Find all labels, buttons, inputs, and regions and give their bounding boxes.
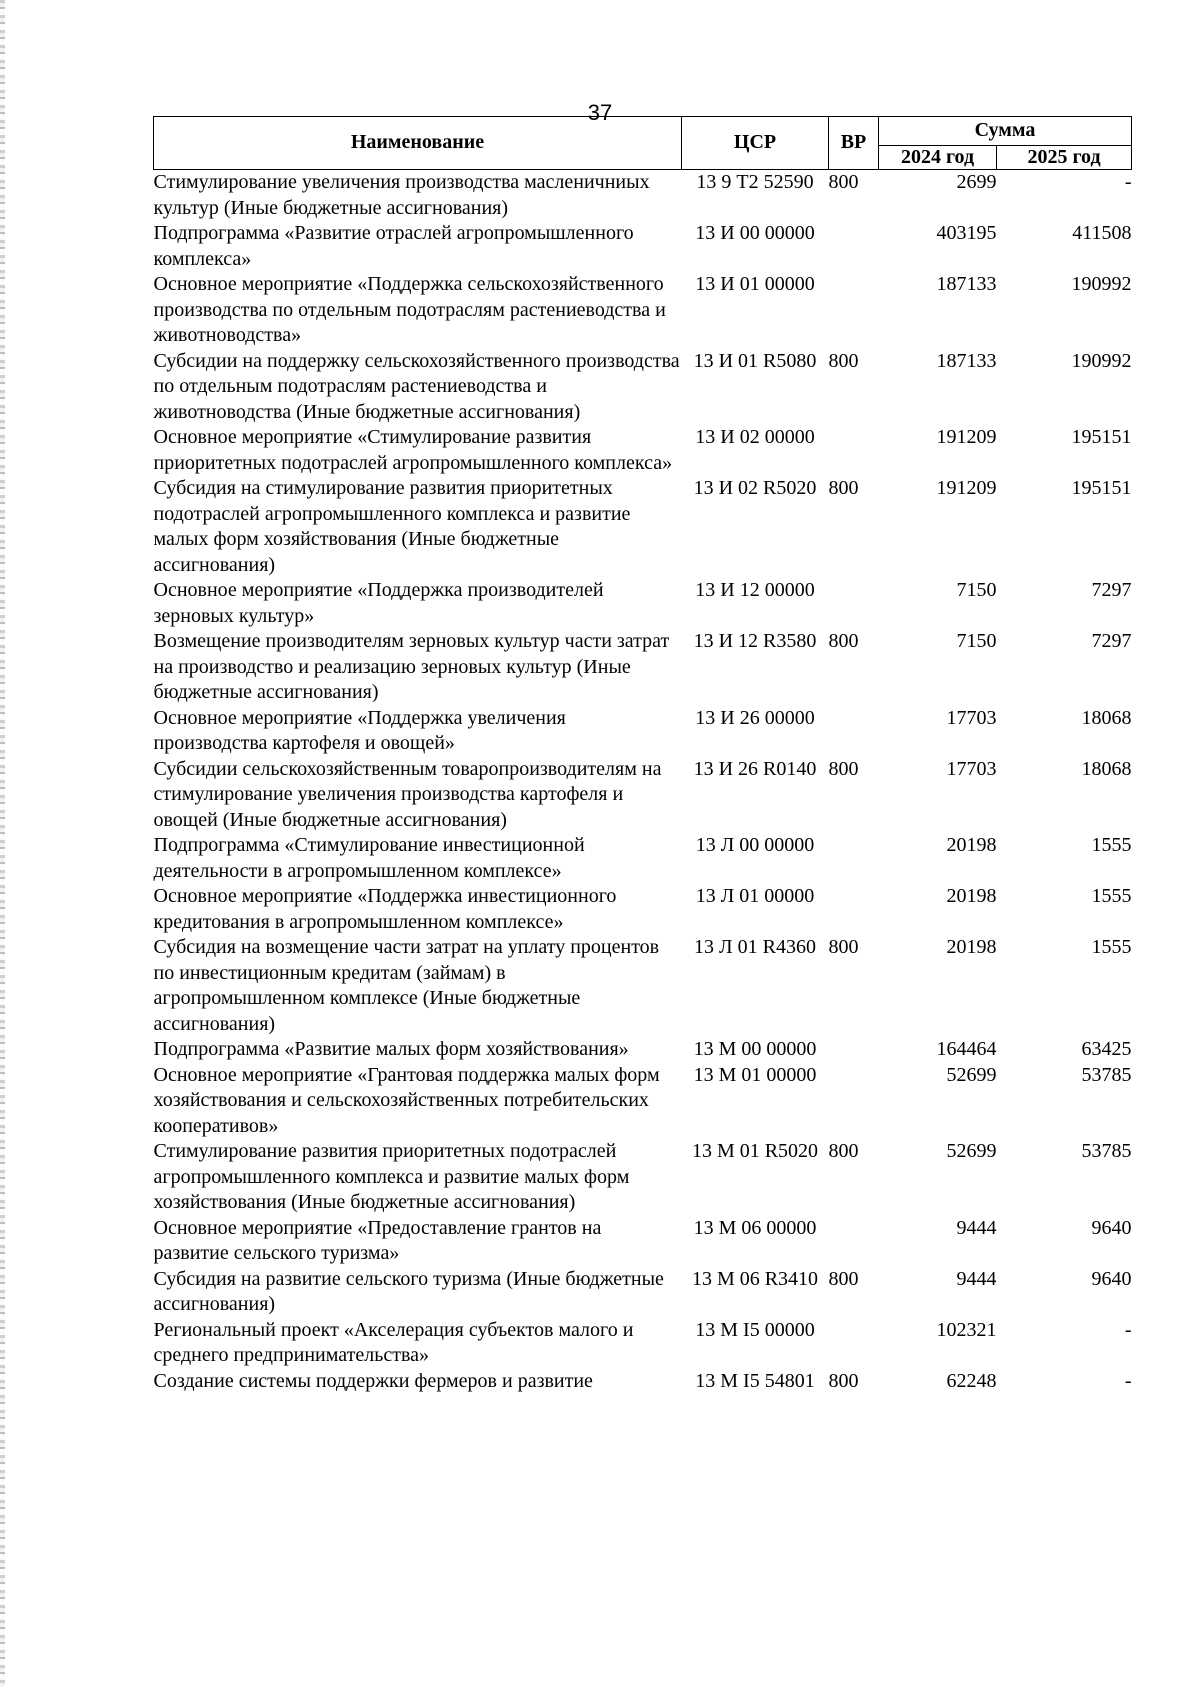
row-csr: 13 9 Т2 52590 (696, 171, 814, 193)
row-amount-2024: 17703 (946, 706, 997, 729)
row-vr: 800 (828, 349, 859, 372)
row-vr (829, 221, 879, 272)
row-amount-2025: 53785 (1081, 1063, 1132, 1086)
row-vr (829, 272, 879, 349)
row-amount-2024: 20198 (946, 834, 997, 856)
row-csr: 13 И 26 R0140 (693, 757, 817, 780)
row-amount-2024: 20198 (946, 936, 997, 958)
row-amount-2024: 62248 (946, 1369, 997, 1392)
row-csr: 13 Л 01 R4360 (694, 936, 816, 958)
table-row (154, 1369, 1132, 1395)
table-row (154, 1063, 1132, 1140)
header-csr: ЦСР (682, 117, 829, 170)
row-amount-2025: 1555 (1091, 936, 1132, 958)
row-vr (829, 884, 879, 935)
table-row (154, 884, 1132, 935)
row-name: Основное мероприятие «Стимулирование развития приоритетных подотраслей агропромышленного комплекса» (153, 426, 673, 474)
row-amount-2024: 403195 (936, 222, 997, 244)
row-csr: 13 И 02 R5020 (693, 477, 817, 499)
row-csr: 13 Л 00 00000 (695, 834, 815, 856)
row-amount-2024: 20198 (946, 885, 997, 907)
table-row (154, 706, 1132, 757)
row-amount-2025: - (1124, 1369, 1132, 1392)
row-csr: 13 И 01 R5080 (693, 349, 817, 372)
row-name: Стимулирование развития приоритетных подотраслей агропромышленного комплекса и развитие малых форм хозяйствования (Иные бюджетные ассигнования) (153, 1140, 630, 1213)
row-amount-2025: 9640 (1091, 1267, 1132, 1290)
row-vr: 800 (828, 1140, 859, 1162)
row-vr (829, 425, 879, 476)
row-amount-2025: 411508 (1072, 222, 1132, 244)
row-amount-2025: 190992 (1071, 349, 1132, 372)
header-vr: ВР (829, 117, 879, 170)
row-amount-2025: - (1124, 171, 1132, 193)
row-amount-2024: 52699 (946, 1063, 997, 1086)
row-amount-2024: 102321 (936, 1318, 997, 1341)
row-csr: 13 М I5 54801 (695, 1369, 815, 1392)
row-name: Создание системы поддержки фермеров и развитие (153, 1369, 593, 1392)
row-csr: 13 М 06 R3410 (691, 1267, 819, 1290)
header-name: Наименование (154, 117, 682, 170)
table-row (154, 221, 1132, 272)
table-row (154, 833, 1132, 884)
row-amount-2024: 52699 (946, 1140, 997, 1162)
row-amount-2024: 191209 (936, 426, 997, 448)
row-amount-2024: 7150 (956, 579, 997, 601)
table-row (154, 1037, 1132, 1063)
row-amount-2024: 164464 (936, 1038, 997, 1060)
row-name: Основное мероприятие «Поддержка увеличения производства картофеля и овощей» (153, 706, 566, 754)
row-name: Субсидия на возмещение части затрат на уплату процентов по инвестиционным кредитам (займам) в агропромышленном комплексе (Иные бюджетные ассигнования) (153, 936, 660, 1035)
row-vr (829, 578, 879, 629)
table-row (154, 1267, 1132, 1318)
row-vr (829, 1216, 879, 1267)
row-csr: 13 И 12 R3580 (693, 630, 817, 652)
row-name: Субсидии сельскохозяйственным товаропроизводителям на стимулирование увеличения производства картофеля и овощей (Иные бюджетные ассигнования) (153, 757, 662, 831)
table-row (154, 1139, 1132, 1216)
row-name: Стимулирование увеличения производства масленичниых культур (Иные бюджетные ассигнования) (153, 171, 650, 219)
row-amount-2025: 1555 (1091, 834, 1132, 856)
row-amount-2025: 9640 (1091, 1216, 1132, 1239)
row-name: Основное мероприятие «Предоставление грантов на развитие сельского туризма» (153, 1216, 602, 1264)
header-year-2025: 2025 год (997, 146, 1132, 170)
row-amount-2025: 53785 (1081, 1140, 1132, 1162)
row-csr: 13 И 12 00000 (695, 579, 815, 601)
row-name: Подпрограмма «Стимулирование инвестиционной деятельности в агропромышленном комплексе» (153, 834, 585, 882)
row-vr (829, 1037, 879, 1063)
row-csr: 13 М I5 00000 (695, 1318, 815, 1341)
row-vr (829, 1063, 879, 1140)
table-row (154, 1318, 1132, 1369)
row-amount-2025: 195151 (1071, 477, 1132, 499)
table-row (154, 170, 1132, 222)
row-amount-2024: 2699 (956, 171, 997, 193)
row-csr: 13 И 01 00000 (695, 273, 815, 295)
row-csr: 13 И 00 00000 (695, 222, 815, 244)
table-row (154, 425, 1132, 476)
row-name: Основное мероприятие «Грантовая поддержка малых форм хозяйствования и сельскохозяйственных потребительских кооперативов» (153, 1063, 660, 1137)
row-amount-2025: 7297 (1091, 579, 1132, 601)
row-vr: 800 (828, 936, 859, 958)
row-vr: 800 (828, 630, 859, 652)
page-number: 37 (587, 100, 613, 125)
row-csr: 13 М 01 R5020 (691, 1140, 819, 1162)
table-row (154, 629, 1132, 706)
scan-edge (0, 0, 5, 1686)
row-amount-2024: 187133 (936, 349, 997, 372)
row-vr: 800 (828, 1267, 859, 1290)
row-csr: 13 И 26 00000 (695, 706, 815, 729)
table-row (154, 1216, 1132, 1267)
table-row (154, 476, 1132, 578)
row-vr (829, 1318, 879, 1369)
table-row (154, 349, 1132, 426)
row-name: Субсидии на поддержку сельскохозяйственного производства по отдельным подотраслям растениеводства и животноводства (Иные бюджетные ассигнования) (153, 349, 680, 423)
row-vr: 800 (828, 171, 859, 193)
row-name: Основное мероприятие «Поддержка производителей зерновых культур» (153, 579, 604, 627)
row-amount-2025: 63425 (1081, 1038, 1132, 1060)
table-row (154, 757, 1132, 834)
row-amount-2025: 190992 (1071, 273, 1132, 295)
row-csr: 13 Л 01 00000 (695, 885, 815, 907)
row-name: Региональный проект «Акселерация субъектов малого и среднего предпринимательства» (153, 1318, 634, 1366)
row-csr: 13 М 01 00000 (693, 1063, 817, 1086)
row-amount-2025: 1555 (1091, 885, 1132, 907)
row-name: Основное мероприятие «Поддержка сельскохозяйственного производства по отдельным подотраслям растениеводства и животноводства» (153, 273, 666, 346)
row-amount-2024: 187133 (936, 273, 997, 295)
row-name: Подпрограмма «Развитие малых форм хозяйствования» (153, 1038, 629, 1060)
row-vr: 800 (828, 477, 859, 499)
row-vr: 800 (828, 757, 859, 780)
header-year-2024: 2024 год (879, 146, 997, 170)
row-amount-2024: 17703 (946, 757, 997, 780)
row-vr (829, 706, 879, 757)
table-body (154, 170, 1132, 1395)
row-vr: 800 (828, 1369, 859, 1392)
row-amount-2025: - (1124, 1318, 1132, 1341)
budget-table (153, 116, 1132, 1394)
row-name: Возмещение производителям зерновых культур части затрат на производство и реализацию зерновых культур (Иные бюджетные ассигнования) (153, 630, 670, 703)
row-amount-2025: 195151 (1071, 426, 1132, 448)
row-name: Субсидия на стимулирование развития приоритетных подотраслей агропромышленного комплекса и развитие малых форм хозяйствования (Иные бюджетные ассигнования) (153, 477, 631, 576)
row-csr: 13 М 00 00000 (693, 1038, 817, 1060)
row-amount-2024: 9444 (956, 1267, 997, 1290)
row-amount-2025: 18068 (1081, 706, 1132, 729)
row-csr: 13 М 06 00000 (693, 1216, 817, 1239)
row-vr (829, 833, 879, 884)
table-row (154, 935, 1132, 1037)
row-amount-2025: 18068 (1081, 757, 1132, 780)
row-amount-2024: 9444 (956, 1216, 997, 1239)
header-sum: Сумма (879, 117, 1132, 146)
row-name: Основное мероприятие «Поддержка инвестиционного кредитования в агропромышленном комплексе» (153, 885, 617, 933)
row-amount-2025: 7297 (1091, 630, 1132, 652)
table-row (154, 272, 1132, 349)
row-name: Подпрограмма «Развитие отраслей агропромышленного комплекса» (153, 222, 634, 270)
row-name: Субсидия на развитие сельского туризма (Иные бюджетные ассигнования) (153, 1267, 664, 1315)
row-amount-2024: 191209 (936, 477, 997, 499)
row-csr: 13 И 02 00000 (695, 426, 815, 448)
row-amount-2024: 7150 (956, 630, 997, 652)
table-row (154, 578, 1132, 629)
